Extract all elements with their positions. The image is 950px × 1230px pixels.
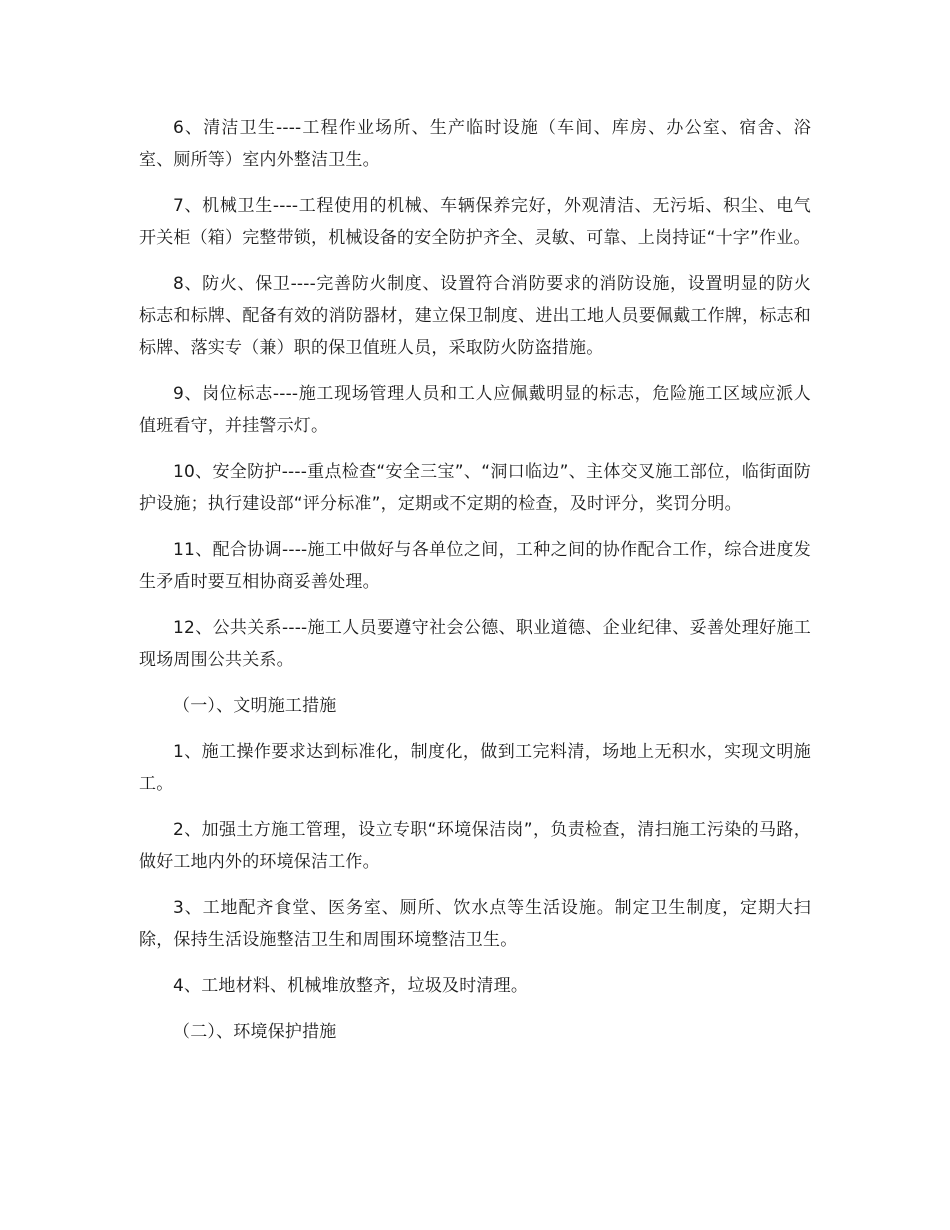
paragraph-item-6: 6、清洁卫生----工程作业场所、生产临时设施（车间、库房、办公室、宿舍、浴室、厕所等）室内外整洁卫生。 — [139, 118, 811, 170]
document-body — [139, 112, 811, 1062]
measure-item-2: 2、加强土方施工管理，设立专职“环境保洁岗”，负责检查，清扫施工污染的马路，做好工地内外的环境保洁工作。 — [139, 820, 811, 872]
measure-item-1: 1、施工操作要求达到标准化，制度化，做到工完料清，场地上无积水，实现文明施工。 — [139, 742, 811, 794]
paragraph-item-8: 8、防火、保卫----完善防火制度、设置符合消防要求的消防设施，设置明显的防火标志和标牌、配备有效的消防器材，建立保卫制度、进出工地人员要佩戴工作牌，标志和标牌、落实专（兼）职的保卫值班人员，采取防火防盗措施。 — [139, 274, 811, 358]
paragraph-item-10: 10、安全防护----重点检查“安全三宝”、“洞口临边”、主体交叉施工部位，临街面防护设施；执行建设部“评分标准”，定期或不定期的检查，及时评分，奖罚分明。 — [139, 462, 811, 514]
section-heading-civilized-construction: （一）、文明施工措施 — [173, 696, 337, 716]
measure-item-4: 4、工地材料、机械堆放整齐，垃圾及时清理。 — [173, 976, 529, 996]
paragraph-item-9: 9、岗位标志----施工现场管理人员和工人应佩戴明显的标志，危险施工区域应派人值班看守，并挂警示灯。 — [139, 384, 811, 436]
section-heading-environmental-protection: （二）、环境保护措施 — [173, 1022, 337, 1042]
paragraph-item-7: 7、机械卫生----工程使用的机械、车辆保养完好，外观清洁、无污垢、积尘、电气开关柜（箱）完整带锁，机械设备的安全防护齐全、灵敏、可靠、上岗持证“十字”作业。 — [139, 196, 811, 248]
paragraph-item-11: 11、配合协调----施工中做好与各单位之间，工种之间的协作配合工作，综合进度发生矛盾时要互相协商妥善处理。 — [139, 540, 811, 592]
paragraph-item-12: 12、公共关系----施工人员要遵守社会公德、职业道德、企业纪律、妥善处理好施工现场周围公共关系。 — [139, 618, 811, 670]
measure-item-3: 3、工地配齐食堂、医务室、厕所、饮水点等生活设施。制定卫生制度，定期大扫除，保持生活设施整洁卫生和周围环境整洁卫生。 — [139, 898, 811, 950]
